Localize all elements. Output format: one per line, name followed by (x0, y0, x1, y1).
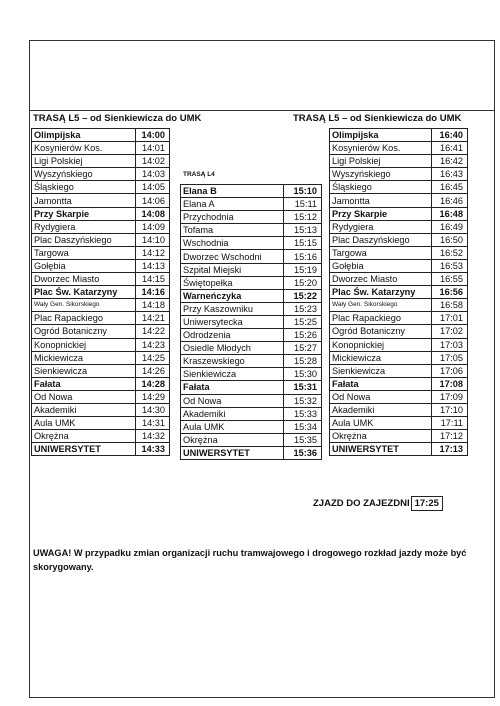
stop-name: Od Nowa (32, 390, 136, 403)
table-row (330, 194, 468, 207)
departure-time: 16:41 (432, 142, 468, 155)
table-row (32, 312, 170, 325)
departure-time: 14:26 (136, 364, 170, 377)
stop-name: Osiedle Młodych (181, 342, 284, 355)
departure-time: 15:23 (284, 302, 322, 315)
table-row (32, 273, 170, 286)
table-row (181, 263, 322, 276)
table-row (181, 289, 322, 302)
stop-name: Aula UMK (32, 417, 136, 430)
stop-name: Ogród Botaniczny (32, 325, 136, 338)
table-row (32, 181, 170, 194)
departure-time: 16:53 (432, 259, 468, 272)
stop-name: Mickiewicza (330, 351, 432, 364)
stop-name: Okrężna (330, 430, 432, 443)
departure-time: 14:08 (136, 207, 170, 220)
departure-time: 16:45 (432, 181, 468, 194)
departure-time: 15:11 (284, 198, 322, 211)
departure-time: 14:30 (136, 403, 170, 416)
departure-time: 14:33 (136, 443, 170, 456)
departure-time: 14:13 (136, 259, 170, 272)
departure-time: 14:18 (136, 299, 170, 312)
departure-time: 15:19 (284, 263, 322, 276)
table-row (330, 430, 468, 443)
stop-name: Sienkiewicza (32, 364, 136, 377)
stop-name: Plac Św. Katarzyny (330, 286, 432, 299)
departure-time: 16:56 (432, 286, 468, 299)
departure-time: 15:25 (284, 315, 322, 328)
stop-name: UNIWERSYTET (32, 443, 136, 456)
table-row (330, 273, 468, 286)
departure-time: 15:36 (284, 446, 322, 459)
stop-name: Od Nowa (330, 390, 432, 403)
table-row (181, 302, 322, 315)
departure-time: 17:09 (432, 390, 468, 403)
table-row (181, 342, 322, 355)
stop-name: Od Nowa (181, 394, 284, 407)
departure-time: 14:06 (136, 194, 170, 207)
table-row (32, 207, 170, 220)
departure-time: 16:58 (432, 299, 468, 312)
table-row (330, 142, 468, 155)
stop-name: Rydygiera (32, 220, 136, 233)
table-row (181, 433, 322, 446)
table-row (330, 312, 468, 325)
departure-time: 17:11 (432, 417, 468, 430)
table-row (330, 443, 468, 456)
stop-name: Akademiki (181, 407, 284, 420)
departure-time: 14:22 (136, 325, 170, 338)
departure-time: 16:49 (432, 220, 468, 233)
departure-time: 14:32 (136, 430, 170, 443)
table-row (32, 443, 170, 456)
stop-name: Olimpijska (330, 129, 432, 142)
stop-name: Warneńczyka (181, 289, 284, 302)
stop-name: Plac Rapackiego (330, 312, 432, 325)
depot-time: 17:25 (411, 496, 443, 511)
table-row (32, 286, 170, 299)
stop-name: Kosynierów Kos. (32, 142, 136, 155)
table-row (330, 377, 468, 390)
departure-time: 17:03 (432, 338, 468, 351)
stop-name: UNIWERSYTET (330, 443, 432, 456)
stop-name: Targowa (32, 246, 136, 259)
table-row (181, 250, 322, 263)
table-row (181, 315, 322, 328)
departure-time: 17:13 (432, 443, 468, 456)
table-row (330, 168, 468, 181)
departure-time: 14:25 (136, 351, 170, 364)
stop-name: Szpital Miejski (181, 263, 284, 276)
departure-time: 17:08 (432, 377, 468, 390)
table-row (330, 338, 468, 351)
table-row (181, 407, 322, 420)
departure-time: 14:09 (136, 220, 170, 233)
departure-time: 14:15 (136, 273, 170, 286)
table-row (181, 237, 322, 250)
table-row (330, 246, 468, 259)
table-row (181, 381, 322, 394)
middle-route-heading: TRASĄ L4 (183, 171, 215, 178)
stop-name: Kosynierów Kos. (330, 142, 432, 155)
table-row (32, 417, 170, 430)
table-row (32, 403, 170, 416)
table-row (181, 329, 322, 342)
table-row (330, 403, 468, 416)
table-row (330, 181, 468, 194)
departure-time: 17:02 (432, 325, 468, 338)
stop-name: Plac Rapackiego (32, 312, 136, 325)
stop-name: Fałata (181, 381, 284, 394)
depot-label: ZJAZD DO ZAJEZDNI (313, 498, 410, 509)
stop-name: Ogród Botaniczny (330, 325, 432, 338)
middle-timetable (180, 184, 322, 460)
departure-time: 15:16 (284, 250, 322, 263)
stop-name: Aula UMK (181, 420, 284, 433)
table-row (32, 325, 170, 338)
stop-name: Odrodzenia (181, 329, 284, 342)
stop-name: Przy Skarpie (330, 207, 432, 220)
departure-time: 15:20 (284, 276, 322, 289)
departure-time: 14:03 (136, 168, 170, 181)
departure-time: 15:10 (284, 185, 322, 198)
stop-name: Olimpijska (32, 129, 136, 142)
left-timetable (31, 128, 170, 456)
departure-time: 17:12 (432, 430, 468, 443)
table-row (32, 220, 170, 233)
stop-name: Jamontta (32, 194, 136, 207)
stop-name: Aula UMK (330, 417, 432, 430)
stop-name: Przychodnia (181, 211, 284, 224)
table-row (330, 207, 468, 220)
departure-time: 16:40 (432, 129, 468, 142)
departure-time: 16:42 (432, 155, 468, 168)
table-row (181, 394, 322, 407)
stop-name: Fałata (32, 377, 136, 390)
table-row (181, 185, 322, 198)
departure-time: 15:22 (284, 289, 322, 302)
departure-time: 14:10 (136, 233, 170, 246)
departure-time: 15:32 (284, 394, 322, 407)
departure-time: 15:28 (284, 355, 322, 368)
stop-name: Gołębia (32, 259, 136, 272)
table-row (181, 420, 322, 433)
table-row (32, 377, 170, 390)
stop-name: Tofama (181, 224, 284, 237)
stop-name: Śląskiego (330, 181, 432, 194)
table-row (32, 390, 170, 403)
departure-time: 15:34 (284, 420, 322, 433)
table-row (330, 155, 468, 168)
stop-name: Wyszyńskiego (330, 168, 432, 181)
table-row (330, 364, 468, 377)
table-row (181, 355, 322, 368)
table-row (32, 233, 170, 246)
table-row (181, 211, 322, 224)
stop-name: Dworzec Miasto (32, 273, 136, 286)
departure-time: 16:52 (432, 246, 468, 259)
stop-name: Akademiki (330, 403, 432, 416)
table-row (330, 299, 468, 312)
table-row (32, 129, 170, 142)
stop-name: Sienkiewicza (181, 368, 284, 381)
departure-time: 14:00 (136, 129, 170, 142)
stop-name: Mickiewicza (32, 351, 136, 364)
stop-name: Konopnickiej (330, 338, 432, 351)
departure-time: 16:46 (432, 194, 468, 207)
table-row (32, 430, 170, 443)
stop-name: Rydygiera (330, 220, 432, 233)
stop-name: Okrężna (181, 433, 284, 446)
departure-time: 15:26 (284, 329, 322, 342)
departure-time: 15:33 (284, 407, 322, 420)
departure-time: 14:02 (136, 155, 170, 168)
departure-time: 14:29 (136, 390, 170, 403)
table-row (330, 129, 468, 142)
stop-name: Akademiki (32, 403, 136, 416)
table-row (32, 246, 170, 259)
depot-return (313, 496, 443, 511)
stop-name: UNIWERSYTET (181, 446, 284, 459)
table-row (32, 338, 170, 351)
stop-name: Plac Daszyńskiego (330, 233, 432, 246)
table-row (32, 259, 170, 272)
departure-time: 14:28 (136, 377, 170, 390)
departure-time: 14:16 (136, 286, 170, 299)
table-row (181, 446, 322, 459)
departure-time: 15:15 (284, 237, 322, 250)
stop-name: Dworzec Wschodni (181, 250, 284, 263)
table-row (32, 168, 170, 181)
departure-time: 14:01 (136, 142, 170, 155)
departure-time: 15:12 (284, 211, 322, 224)
stop-name: Gołębia (330, 259, 432, 272)
departure-time: 17:01 (432, 312, 468, 325)
table-row (330, 390, 468, 403)
departure-time: 15:13 (284, 224, 322, 237)
stop-name: Elana B (181, 185, 284, 198)
right-timetable (329, 128, 468, 456)
table-row (330, 259, 468, 272)
stop-name: Wały Gen. Sikorskiego (330, 299, 432, 312)
stop-name: Dworzec Miasto (330, 273, 432, 286)
stop-name: Targowa (330, 246, 432, 259)
stop-name: Okrężna (32, 430, 136, 443)
warning-note: UWAGA! W przypadku zmian organizacji ruchu tramwajowego i drogowego rozkład jazdy może być skorygowany. (33, 548, 467, 572)
table-row (32, 299, 170, 312)
table-row (330, 325, 468, 338)
stop-name: Elana A (181, 198, 284, 211)
table-row (32, 364, 170, 377)
stop-name: Jamontta (330, 194, 432, 207)
stop-name: Wschodnia (181, 237, 284, 250)
table-row (181, 276, 322, 289)
table-row (181, 198, 322, 211)
departure-time: 16:50 (432, 233, 468, 246)
departure-time: 14:31 (136, 417, 170, 430)
departure-time: 15:31 (284, 381, 322, 394)
table-row (32, 155, 170, 168)
departure-time: 17:05 (432, 351, 468, 364)
departure-time: 16:43 (432, 168, 468, 181)
table-row (330, 417, 468, 430)
table-row (330, 220, 468, 233)
departure-time: 14:23 (136, 338, 170, 351)
departure-time: 14:21 (136, 312, 170, 325)
stop-name: Śląskiego (32, 181, 136, 194)
departure-time: 14:12 (136, 246, 170, 259)
stop-name: Fałata (330, 377, 432, 390)
departure-time: 17:06 (432, 364, 468, 377)
stop-name: Ligi Polskiej (330, 155, 432, 168)
stop-name: Przy Kaszowniku (181, 302, 284, 315)
table-row (181, 224, 322, 237)
header-divider (30, 110, 494, 111)
stop-name: Wały Gen. Sikorskiego (32, 299, 136, 312)
departure-time: 16:48 (432, 207, 468, 220)
departure-time: 14:05 (136, 181, 170, 194)
right-route-heading: TRASĄ L5 – od Sienkiewicza do UMK (293, 113, 462, 124)
departure-time: 15:30 (284, 368, 322, 381)
table-row (32, 194, 170, 207)
table-row (330, 351, 468, 364)
departure-time: 15:35 (284, 433, 322, 446)
stop-name: Ligi Polskiej (32, 155, 136, 168)
departure-time: 16:55 (432, 273, 468, 286)
table-row (32, 351, 170, 364)
table-row (32, 142, 170, 155)
table-row (330, 286, 468, 299)
departure-time: 17:10 (432, 403, 468, 416)
stop-name: Plac Daszyńskiego (32, 233, 136, 246)
stop-name: Sienkiewicza (330, 364, 432, 377)
table-row (330, 233, 468, 246)
stop-name: Wyszyńskiego (32, 168, 136, 181)
stop-name: Konopnickiej (32, 338, 136, 351)
departure-time: 15:27 (284, 342, 322, 355)
stop-name: Świętopełka (181, 276, 284, 289)
stop-name: Uniwersytecka (181, 315, 284, 328)
stop-name: Przy Skarpie (32, 207, 136, 220)
stop-name: Plac Św. Katarzyny (32, 286, 136, 299)
table-row (181, 368, 322, 381)
stop-name: Kraszewskiego (181, 355, 284, 368)
left-route-heading: TRASĄ L5 – od Sienkiewicza do UMK (33, 113, 202, 124)
